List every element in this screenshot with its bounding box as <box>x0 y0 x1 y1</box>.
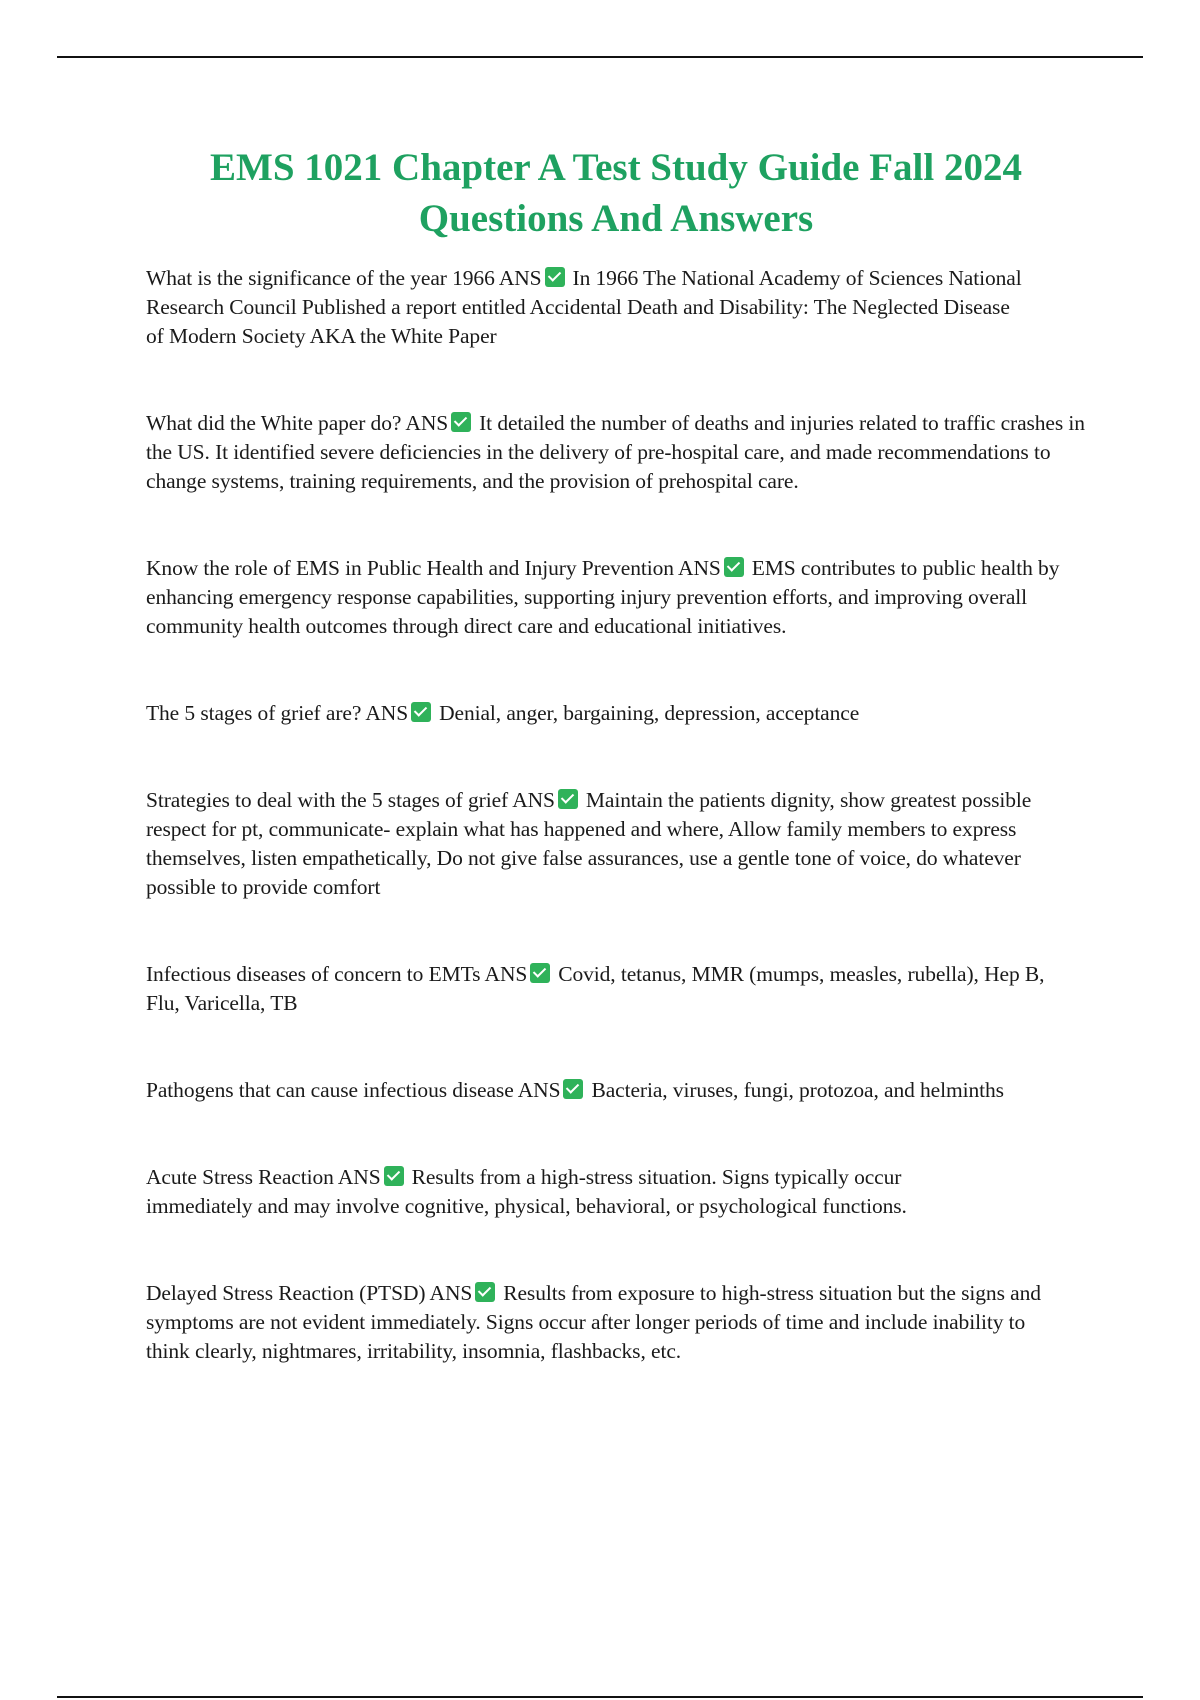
check-mark-icon <box>475 1282 495 1302</box>
ans-marker: ANS <box>498 266 542 290</box>
title-line-1: EMS 1021 Chapter A Test Study Guide Fall 2024 <box>210 146 1022 189</box>
ans-marker: ANS <box>429 1281 473 1305</box>
question-text: Acute Stress Reaction <box>146 1165 334 1189</box>
ans-marker: ANS <box>512 788 555 812</box>
question-text: What did the White paper do? <box>146 411 402 435</box>
ans-marker: ANS <box>365 701 409 725</box>
question-text: Infectious diseases of concern to EMTs <box>146 962 481 986</box>
ans-marker: ANS <box>678 556 721 580</box>
question-text: Strategies to deal with the 5 stages of grief <box>146 788 509 812</box>
answer-text: Results from a high-stress situation. Signs typically occur immediately and may involve cognitive, physical, behavioral, or psychological functions. <box>146 1165 907 1218</box>
qa-item <box>146 264 1026 351</box>
check-mark-icon <box>411 702 431 722</box>
ans-marker: ANS <box>484 962 528 986</box>
top-rule <box>57 56 1143 58</box>
answer-text: EMS contributes to public health by enhancing emergency response capabilities, supporting injury prevention efforts, and improving overall community health outcomes through direct care and educational initiatives. <box>146 556 1060 638</box>
qa-list <box>146 264 1086 1366</box>
ans-marker: ANS <box>337 1165 381 1189</box>
qa-item <box>146 409 1086 496</box>
qa-item <box>146 554 1066 641</box>
check-mark-icon <box>724 557 744 577</box>
question-text: The 5 stages of grief are? <box>146 701 362 725</box>
qa-item <box>146 786 1086 902</box>
check-mark-icon <box>530 963 550 983</box>
page-title <box>0 142 1200 244</box>
ans-marker: ANS <box>405 411 449 435</box>
bottom-rule <box>57 1696 1143 1698</box>
question-text: Know the role of EMS in Public Health and Injury Prevention <box>146 556 674 580</box>
check-mark-icon <box>451 412 471 432</box>
answer-text: Denial, anger, bargaining, depression, acceptance <box>439 701 860 725</box>
question-text: What is the significance of the year 1966 <box>146 266 495 290</box>
check-mark-icon <box>384 1166 404 1186</box>
answer-text: Results from exposure to high-stress situation but the signs and symptoms are not evident immediately. Signs occur after longer periods of time and include inability to think clearly, nightmares, irritability, insomnia, flashbacks, etc. <box>146 1281 1041 1363</box>
answer-text: Maintain the patients dignity, show greatest possible respect for pt, communicate- explain what has happened and where, Allow family members to express themselves, listen empathetically, Do not give false assurances, use a gentle tone of voice, do whatever possible to provide comfort <box>146 788 1032 899</box>
question-text: Pathogens that can cause infectious disease <box>146 1078 514 1102</box>
qa-item <box>146 1279 1046 1366</box>
answer-text: Covid, tetanus, MMR (mumps, measles, rubella), Hep B, Flu, Varicella, TB <box>146 962 1045 1015</box>
qa-item <box>146 960 1071 1018</box>
title-line-2: Questions And Answers <box>418 197 814 240</box>
qa-item <box>146 1163 1006 1221</box>
answer-text: It detailed the number of deaths and injuries related to traffic crashes in the US. It identified severe deficiencies in the delivery of pre-hospital care, and made recommendations to change systems, training requirements, and the provision of prehospital care. <box>146 411 1085 493</box>
check-mark-icon <box>558 789 578 809</box>
question-text: Delayed Stress Reaction (PTSD) <box>146 1281 426 1305</box>
check-mark-icon <box>545 267 565 287</box>
qa-item <box>146 699 1086 728</box>
check-mark-icon <box>563 1079 583 1099</box>
answer-text: In 1966 The National Academy of Sciences National Research Council Published a report entitled Accidental Death and Disability: The Neglected Disease of Modern Society AKA the White Paper <box>146 266 1022 348</box>
answer-text: Bacteria, viruses, fungi, protozoa, and helminths <box>591 1078 1004 1102</box>
qa-item <box>146 1076 1006 1105</box>
ans-marker: ANS <box>517 1078 561 1102</box>
